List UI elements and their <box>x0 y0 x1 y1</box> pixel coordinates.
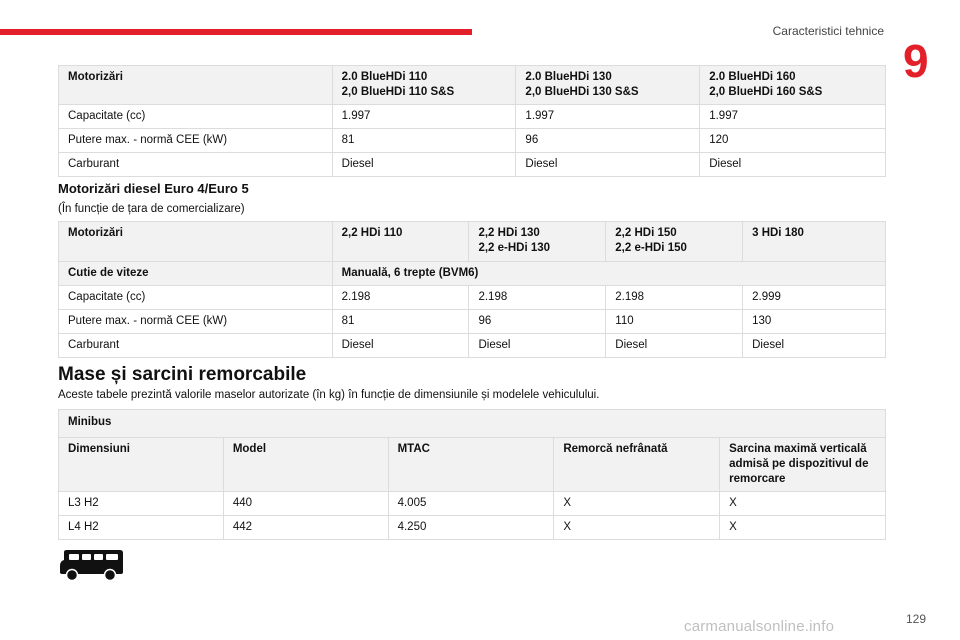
table-cell: 2.198 <box>469 286 606 310</box>
table-cell: 4.250 <box>388 516 554 540</box>
table-header-cell: 2,2 HDi 110 <box>332 222 469 262</box>
table-header-cell: Sarcina maximă verticală admisă pe dispozitivul de remorcare <box>720 438 886 492</box>
table-row <box>59 492 886 516</box>
table-cell: 2.999 <box>743 286 886 310</box>
table-cell: 1.997 <box>332 105 516 129</box>
table-cell: Putere max. - normă CEE (kW) <box>59 129 333 153</box>
page-number: 129 <box>906 612 927 626</box>
table-row <box>59 105 886 129</box>
table-cell: Carburant <box>59 334 333 358</box>
table-cell: 442 <box>223 516 388 540</box>
section-title: Caracteristici tehnice <box>772 24 884 38</box>
chapter-number: 9 <box>903 35 929 87</box>
table-row <box>59 516 886 540</box>
euro-section-note: (În funcție de țara de comercializare) <box>58 203 245 215</box>
table-cell: 4.005 <box>388 492 554 516</box>
table-header-row <box>59 222 886 262</box>
table-header-cell: 2,2 HDi 130 2,2 e-HDi 130 <box>469 222 606 262</box>
table-cell: Diesel <box>332 334 469 358</box>
table-header-cell: 3 HDi 180 <box>743 222 886 262</box>
table-header-cell: 2,2 HDi 150 2,2 e-HDi 150 <box>606 222 743 262</box>
table-title-row <box>59 410 886 438</box>
table-cell: Cutie de viteze <box>59 262 333 286</box>
table-title-cell: Minibus <box>59 410 886 438</box>
table-cell: Diesel <box>606 334 743 358</box>
table-header-cell: 2.0 BlueHDi 130 2,0 BlueHDi 130 S&S <box>516 66 700 105</box>
table-cell: L4 H2 <box>59 516 224 540</box>
table-cell: Diesel <box>469 334 606 358</box>
table-header-row <box>59 438 886 492</box>
table-header-cell: Motorizări <box>59 66 333 105</box>
table-cell: Diesel <box>332 153 516 177</box>
table-cell: 81 <box>332 129 516 153</box>
hdi-spec-table <box>58 221 886 358</box>
table-cell: 130 <box>743 310 886 334</box>
table-cell: 96 <box>516 129 700 153</box>
table-header-cell: 2.0 BlueHDi 110 2,0 BlueHDi 110 S&S <box>332 66 516 105</box>
table-cell: 96 <box>469 310 606 334</box>
table-cell: 2.198 <box>332 286 469 310</box>
table-row <box>59 129 886 153</box>
minibus-icon <box>58 548 126 582</box>
table-cell: 1.997 <box>516 105 700 129</box>
table-cell: L3 H2 <box>59 492 224 516</box>
table-cell: X <box>554 492 720 516</box>
table-cell: Diesel <box>743 334 886 358</box>
table-row <box>59 286 886 310</box>
table-header-cell: Remorcă nefrânată <box>554 438 720 492</box>
table-cell: 120 <box>700 129 886 153</box>
table-cell: 1.997 <box>700 105 886 129</box>
table-cell: 81 <box>332 310 469 334</box>
header-accent-bar <box>0 29 472 35</box>
table-header-cell: 2.0 BlueHDi 160 2,0 BlueHDi 160 S&S <box>700 66 886 105</box>
table-header-cell: MTAC <box>388 438 554 492</box>
table-header-row <box>59 66 886 105</box>
masses-intro: Aceste tabele prezintă valorile maselor autorizate (în kg) în funcție de dimensiunile și modelele vehiculului. <box>58 389 600 401</box>
table-cell: Capacitate (cc) <box>59 105 333 129</box>
table-row <box>59 153 886 177</box>
watermark-text: carmanualsonline.info <box>684 618 835 635</box>
table-cell: 2.198 <box>606 286 743 310</box>
table-cell: Diesel <box>700 153 886 177</box>
table-cell: Putere max. - normă CEE (kW) <box>59 310 333 334</box>
table-cell: Diesel <box>516 153 700 177</box>
table-row <box>59 334 886 358</box>
table-cell: X <box>720 492 886 516</box>
table-cell: 440 <box>223 492 388 516</box>
gearbox-row <box>59 262 886 286</box>
bluehdi-spec-table <box>58 65 886 177</box>
table-header-cell: Motorizări <box>59 222 333 262</box>
masses-heading: Mase și sarcini remorcabile <box>58 364 307 385</box>
table-header-cell: Model <box>223 438 388 492</box>
table-cell: 110 <box>606 310 743 334</box>
euro-section-heading: Motorizări diesel Euro 4/Euro 5 <box>58 181 249 196</box>
table-cell: Capacitate (cc) <box>59 286 333 310</box>
table-cell: Manuală, 6 trepte (BVM6) <box>332 262 885 286</box>
table-cell: Carburant <box>59 153 333 177</box>
table-header-cell: Dimensiuni <box>59 438 224 492</box>
masses-table <box>58 409 886 540</box>
table-cell: X <box>554 516 720 540</box>
table-row <box>59 310 886 334</box>
table-cell: X <box>720 516 886 540</box>
